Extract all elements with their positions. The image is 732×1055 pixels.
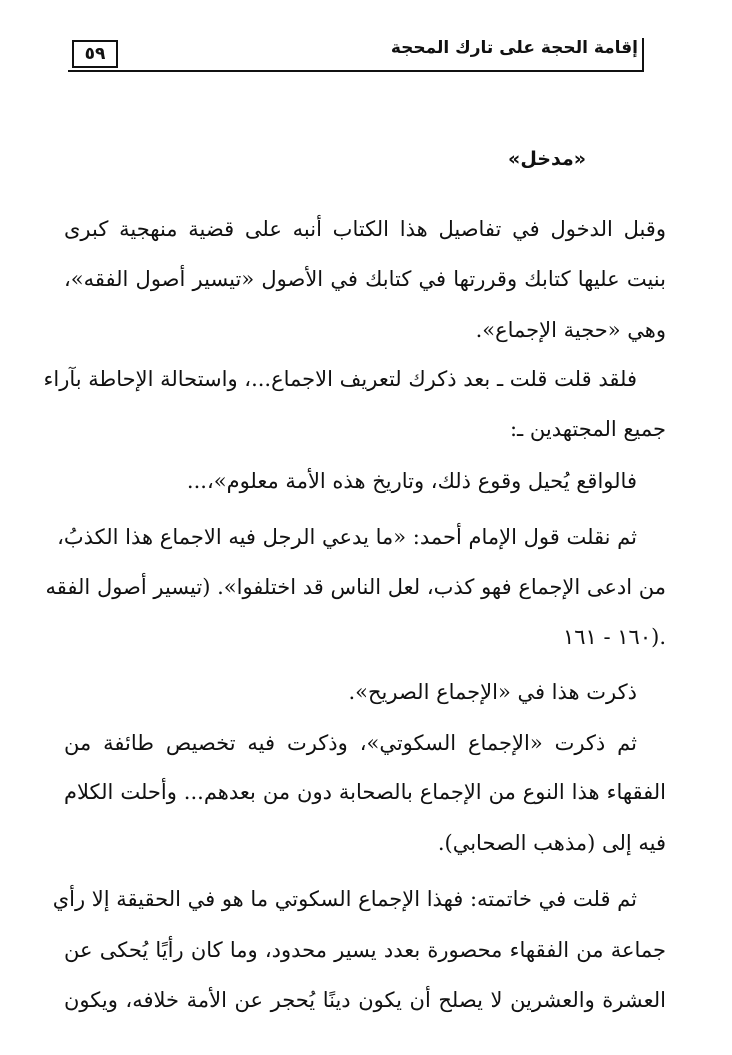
page-header [68, 32, 644, 78]
text-line: وهي «حجية الإجماع». [475, 318, 666, 342]
text-line: فيه إلى (مذهب الصحابي). [437, 831, 666, 855]
text-line: ثم نقلت قول الإمام أحمد: «ما يدعي الرجل فيه الاجماع هذا الكذبُ، [57, 525, 637, 549]
text-line: ذكرت هذا في «الإجماع الصريح». [348, 680, 637, 704]
running-title: إقامة الحجة على تارك المحجة [390, 38, 638, 58]
text-line: ثم قلت في خاتمته: فهذا الإجماع السكوتي ما هو في الحقيقة إلا رأي [52, 887, 637, 911]
text-line: جميع المجتهدين ـ: [509, 417, 666, 441]
text-line: فالواقع يُحيل وقوع ذلك، وتاريخ هذه الأمة معلوم»،... [186, 469, 637, 493]
text-line: من ادعى الإجماع فهو كذب، لعل الناس قد اختلفوا». (تيسير أصول الفقه [45, 575, 666, 599]
text-line: وقبل الدخول في تفاصيل هذا الكتاب أنبه على قضية منهجية كبرى [64, 217, 666, 241]
text-line: فلقد قلت قلت ـ بعد ذكرك لتعريف الاجماع...، واستحالة الإحاطة بآراء [43, 367, 637, 391]
text-line: العشرة والعشرين لا يصلح أن يكون دينًا يُحجر عن الأمة خلافه، ويكون [64, 988, 666, 1012]
header-rule [68, 70, 644, 72]
section-heading: «مدخل» [508, 148, 586, 170]
text-line: الفقهاء هذا النوع من الإجماع بالصحابة دون من بعدهم... وأحلت الكلام [64, 780, 666, 804]
text-line: بنيت عليها كتابك وقررتها في كتابك في الأصول «تيسير أصول الفقه»، [64, 267, 666, 291]
text-line: ١٦٠ - ١٦١). [562, 625, 666, 649]
text-line: ثم ذكرت «الإجماع السكوتي»، وذكرت فيه تخصيص طائفة من [64, 731, 637, 755]
text-line: جماعة من الفقهاء محصورة بعدد يسير محدود، وما كان رأيًا يُحكى عن [64, 938, 666, 962]
header-rule-end [642, 38, 644, 72]
page-number: ٥٩ [72, 40, 118, 68]
